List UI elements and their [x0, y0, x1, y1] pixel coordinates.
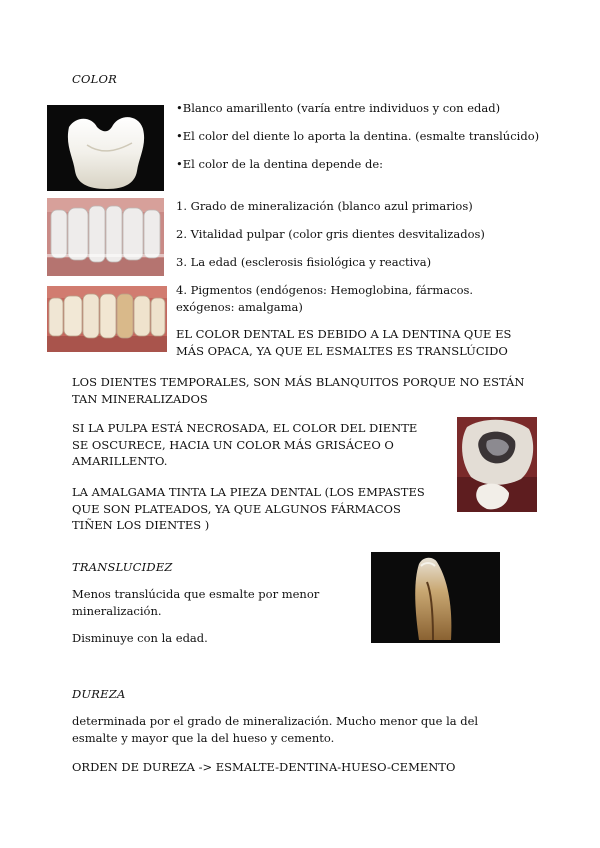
- tooth-crown-photo: [47, 105, 164, 191]
- amalgam-filling-photo: [457, 417, 537, 512]
- translucidez-heading: TRANSLUCIDEZ: [72, 560, 173, 574]
- factor-2: 2. Vitalidad pulpar (color gris dientes desvitalizados): [176, 227, 485, 241]
- white-teeth-photo: [47, 198, 164, 276]
- color-bullet-3: •El color de la dentina depende de:: [176, 157, 384, 171]
- color-heading: COLOR: [72, 72, 117, 86]
- translucidez-line-1: Menos translúcida que esmalte por menor mineralización.: [72, 587, 320, 618]
- color-bullet-1: •Blanco amarillento (varía entre individuos y con edad): [176, 101, 501, 115]
- factor-3: 3. La edad (esclerosis fisiológica y reactiva): [176, 255, 432, 269]
- amalgama-text: LA AMALGAMA TINTA LA PIEZA DENTAL (LOS EMPASTES QUE SON PLATEADOS, YA QUE ALGUNOS FÁRMACOS TIÑEN LOS DIENTES ): [72, 485, 425, 533]
- necrosada-text: SI LA PULPA ESTÁ NECROSADA, EL COLOR DEL DIENTE SE OSCURECE, HACIA UN COLOR MÁS GRISÁCEO O AMARILLENTO.: [72, 421, 418, 469]
- discolored-tooth-photo: [47, 286, 167, 352]
- color-note: EL COLOR DENTAL ES DEBIDO A LA DENTINA QUE ES MÁS OPACA, YA QUE EL ESMALTES ES TRANSLÚCIDO: [176, 327, 512, 358]
- color-bullet-2: •El color del diente lo aporta la dentina. (esmalte translúcido): [176, 129, 540, 143]
- temporales-text: LOS DIENTES TEMPORALES, SON MÁS BLANQUITOS PORQUE NO ESTÁN TAN MINERALIZADOS: [72, 375, 525, 406]
- factor-4: 4. Pigmentos (endógenos: Hemoglobina, fármacos. exógenos: amalgama): [176, 283, 474, 314]
- dureza-heading: DUREZA: [72, 687, 126, 701]
- dureza-text: determinada por el grado de mineralización. Mucho menor que la del esmalte y mayor que la del hueso y cemento.: [72, 714, 479, 745]
- factor-1: 1. Grado de mineralización (blanco azul primarios): [176, 199, 473, 213]
- translucidez-line-2: Disminuye con la edad.: [72, 631, 208, 645]
- tooth-section-photo: [371, 552, 500, 643]
- dureza-orden: ORDEN DE DUREZA -> ESMALTE-DENTINA-HUESO-CEMENTO: [72, 760, 456, 774]
